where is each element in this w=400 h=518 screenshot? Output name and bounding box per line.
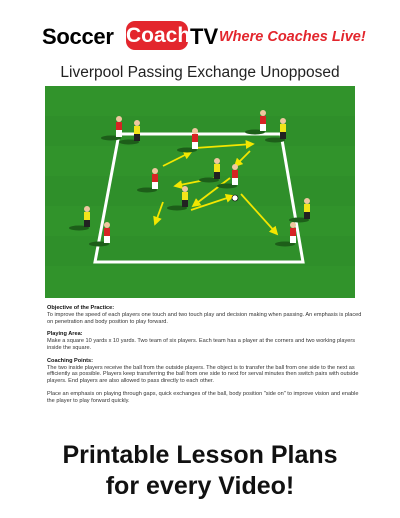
section-heading: Objective of the Practice: (47, 305, 115, 311)
section-coaching-points (47, 358, 365, 385)
section-objective (47, 305, 365, 325)
brand-word-soccer: Soccer (42, 24, 114, 49)
brand-word-coach: Coach (126, 21, 188, 50)
section-heading: Playing Area: (47, 331, 83, 338)
promo-banner (0, 440, 400, 502)
section-body: The two inside players receive the ball from the outside players. The object is to transfer the ball from one side to the next as efficiently as possible. Players keep transferring the ball from one side to next for serval minutes then switch pairs with outside players. End players are also allowed to pass directly to each other. (47, 364, 359, 385)
page-title: Liverpool Passing Exchange Unopposed (60, 64, 340, 81)
section-emphasis (47, 391, 365, 405)
promo-line-1: Printable Lesson Plans (62, 441, 338, 469)
pitch-illustration (45, 86, 355, 298)
drill-diagram (45, 86, 355, 298)
section-heading: Coaching Points: (47, 357, 93, 364)
section-body: Place an emphasis on playing through gaps, quick exchanges of the ball, body position "side on" to improve vision and enable the player to play forward quickly. (47, 390, 359, 404)
section-body: Make a square 10 yards x 10 yards. Two team of six players. Each team has a player at the corners and two working players inside the square. (47, 338, 356, 351)
brand-word-tv: TV (190, 24, 219, 49)
section-body: To improve the speed of each players one touch and two touch play and decision making when passing. An emphasis is placed on penetration and body position to play forward. (47, 311, 362, 325)
ball (232, 195, 238, 201)
brand-logo (0, 20, 400, 54)
promo-line-2: for every Video! (105, 472, 295, 500)
brand-tagline: Where Coaches Live! (219, 29, 366, 45)
section-playing-area (47, 331, 365, 351)
lesson-plan-text (47, 305, 365, 411)
